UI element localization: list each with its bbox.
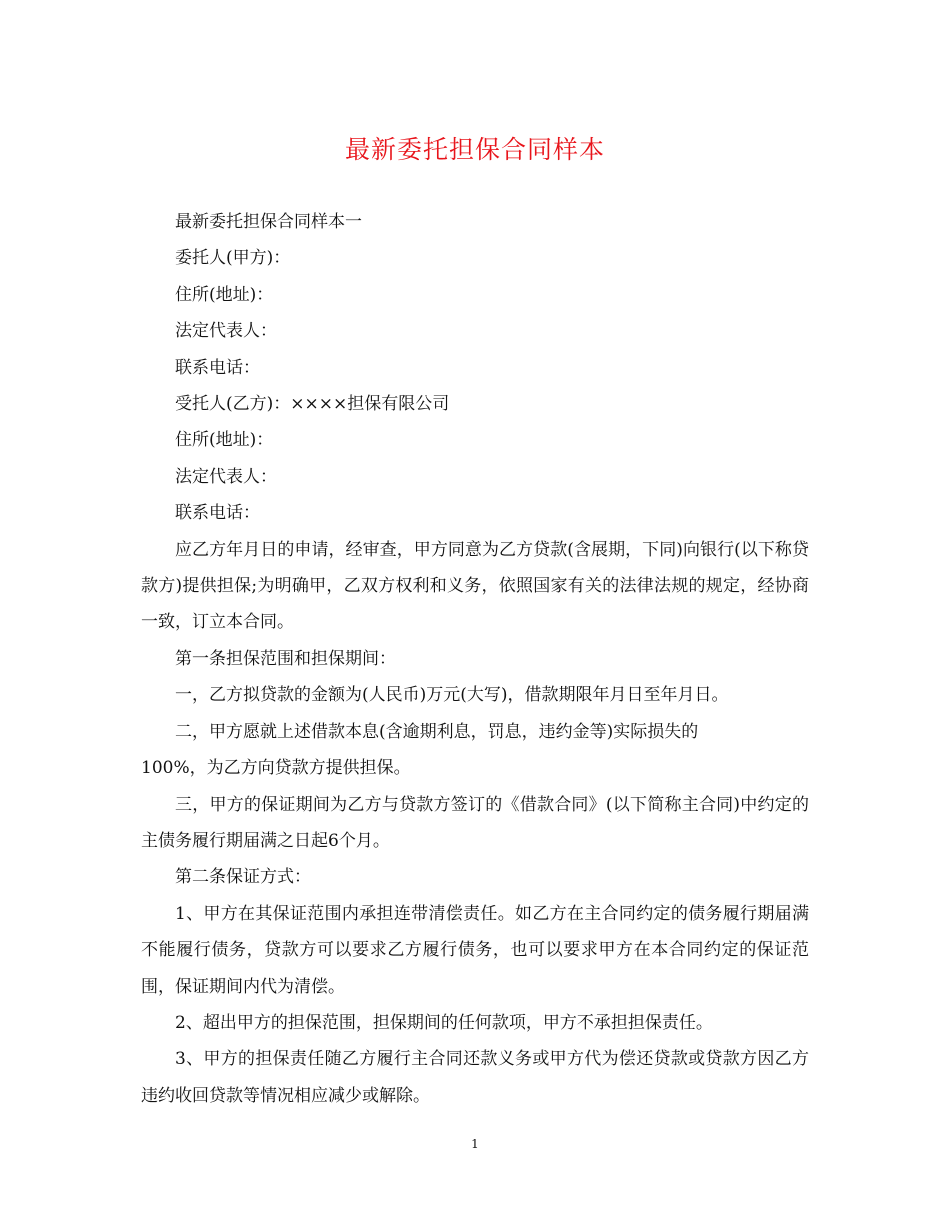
paragraph-party-b-phone: 联系电话：	[175, 503, 260, 524]
paragraph-article-1-item-2-continued: 100%，为乙方向贷款方提供担保。	[141, 758, 411, 779]
paragraph-article-1-heading: 第一条担保范围和担保期间：	[175, 648, 396, 669]
paragraph-article-1-item-2: 二，甲方愿就上述借款本息(含逾期利息，罚息，违约金等)实际损失的	[175, 721, 699, 742]
paragraph-article-1-item-1: 一，乙方拟贷款的金额为(人民币)万元(大写)，借款期限年月日至年月日。	[175, 685, 729, 706]
paragraph-article-2-item-2: 2、超出甲方的担保范围，担保期间的任何款项，甲方不承担担保责任。	[175, 1012, 713, 1033]
paragraph-preamble: 应乙方年月日的申请，经审查，甲方同意为乙方贷款(含展期，下同)向银行(以下称贷款方)提供担保;为明确甲，乙双方权利和义务，依照国家有关的法律法规的规定，经协商一致，订立本合同。	[141, 539, 809, 633]
paragraph-subtitle: 最新委托担保合同样本一	[175, 212, 362, 232]
page-number: 1	[471, 1137, 479, 1151]
paragraph-party-b-representative: 法定代表人：	[175, 466, 277, 487]
paragraph-party-b-address: 住所(地址)：	[175, 430, 274, 451]
paragraph-article-2-heading: 第二条保证方式：	[175, 867, 311, 888]
document-title: 最新委托担保合同样本	[344, 135, 605, 164]
document-body	[141, 204, 809, 1114]
paragraph-party-a-representative: 法定代表人：	[175, 321, 277, 342]
paragraph-party-a: 委托人(甲方)：	[175, 248, 291, 269]
paragraph-party-a-address: 住所(地址)：	[175, 284, 274, 305]
paragraph-party-b: 受托人(乙方)：××××担保有限公司	[175, 394, 450, 415]
paragraph-article-1-item-3: 三，甲方的保证期间为乙方与贷款方签订的《借款合同》(以下简称主合同)中约定的主债务履行期届满之日起6个月。	[141, 794, 809, 851]
paragraph-party-a-phone: 联系电话：	[175, 357, 260, 378]
paragraph-article-2-item-1: 1、甲方在其保证范围内承担连带清偿责任。如乙方在主合同约定的债务履行期届满不能履行债务，贷款方可以要求乙方履行债务，也可以要求甲方在本合同约定的保证范围，保证期间内代为清偿。	[141, 903, 809, 997]
paragraph-article-2-item-3: 3、甲方的担保责任随乙方履行主合同还款义务或甲方代为偿还贷款或贷款方因乙方违约收回贷款等情况相应减少或解除。	[141, 1049, 809, 1106]
